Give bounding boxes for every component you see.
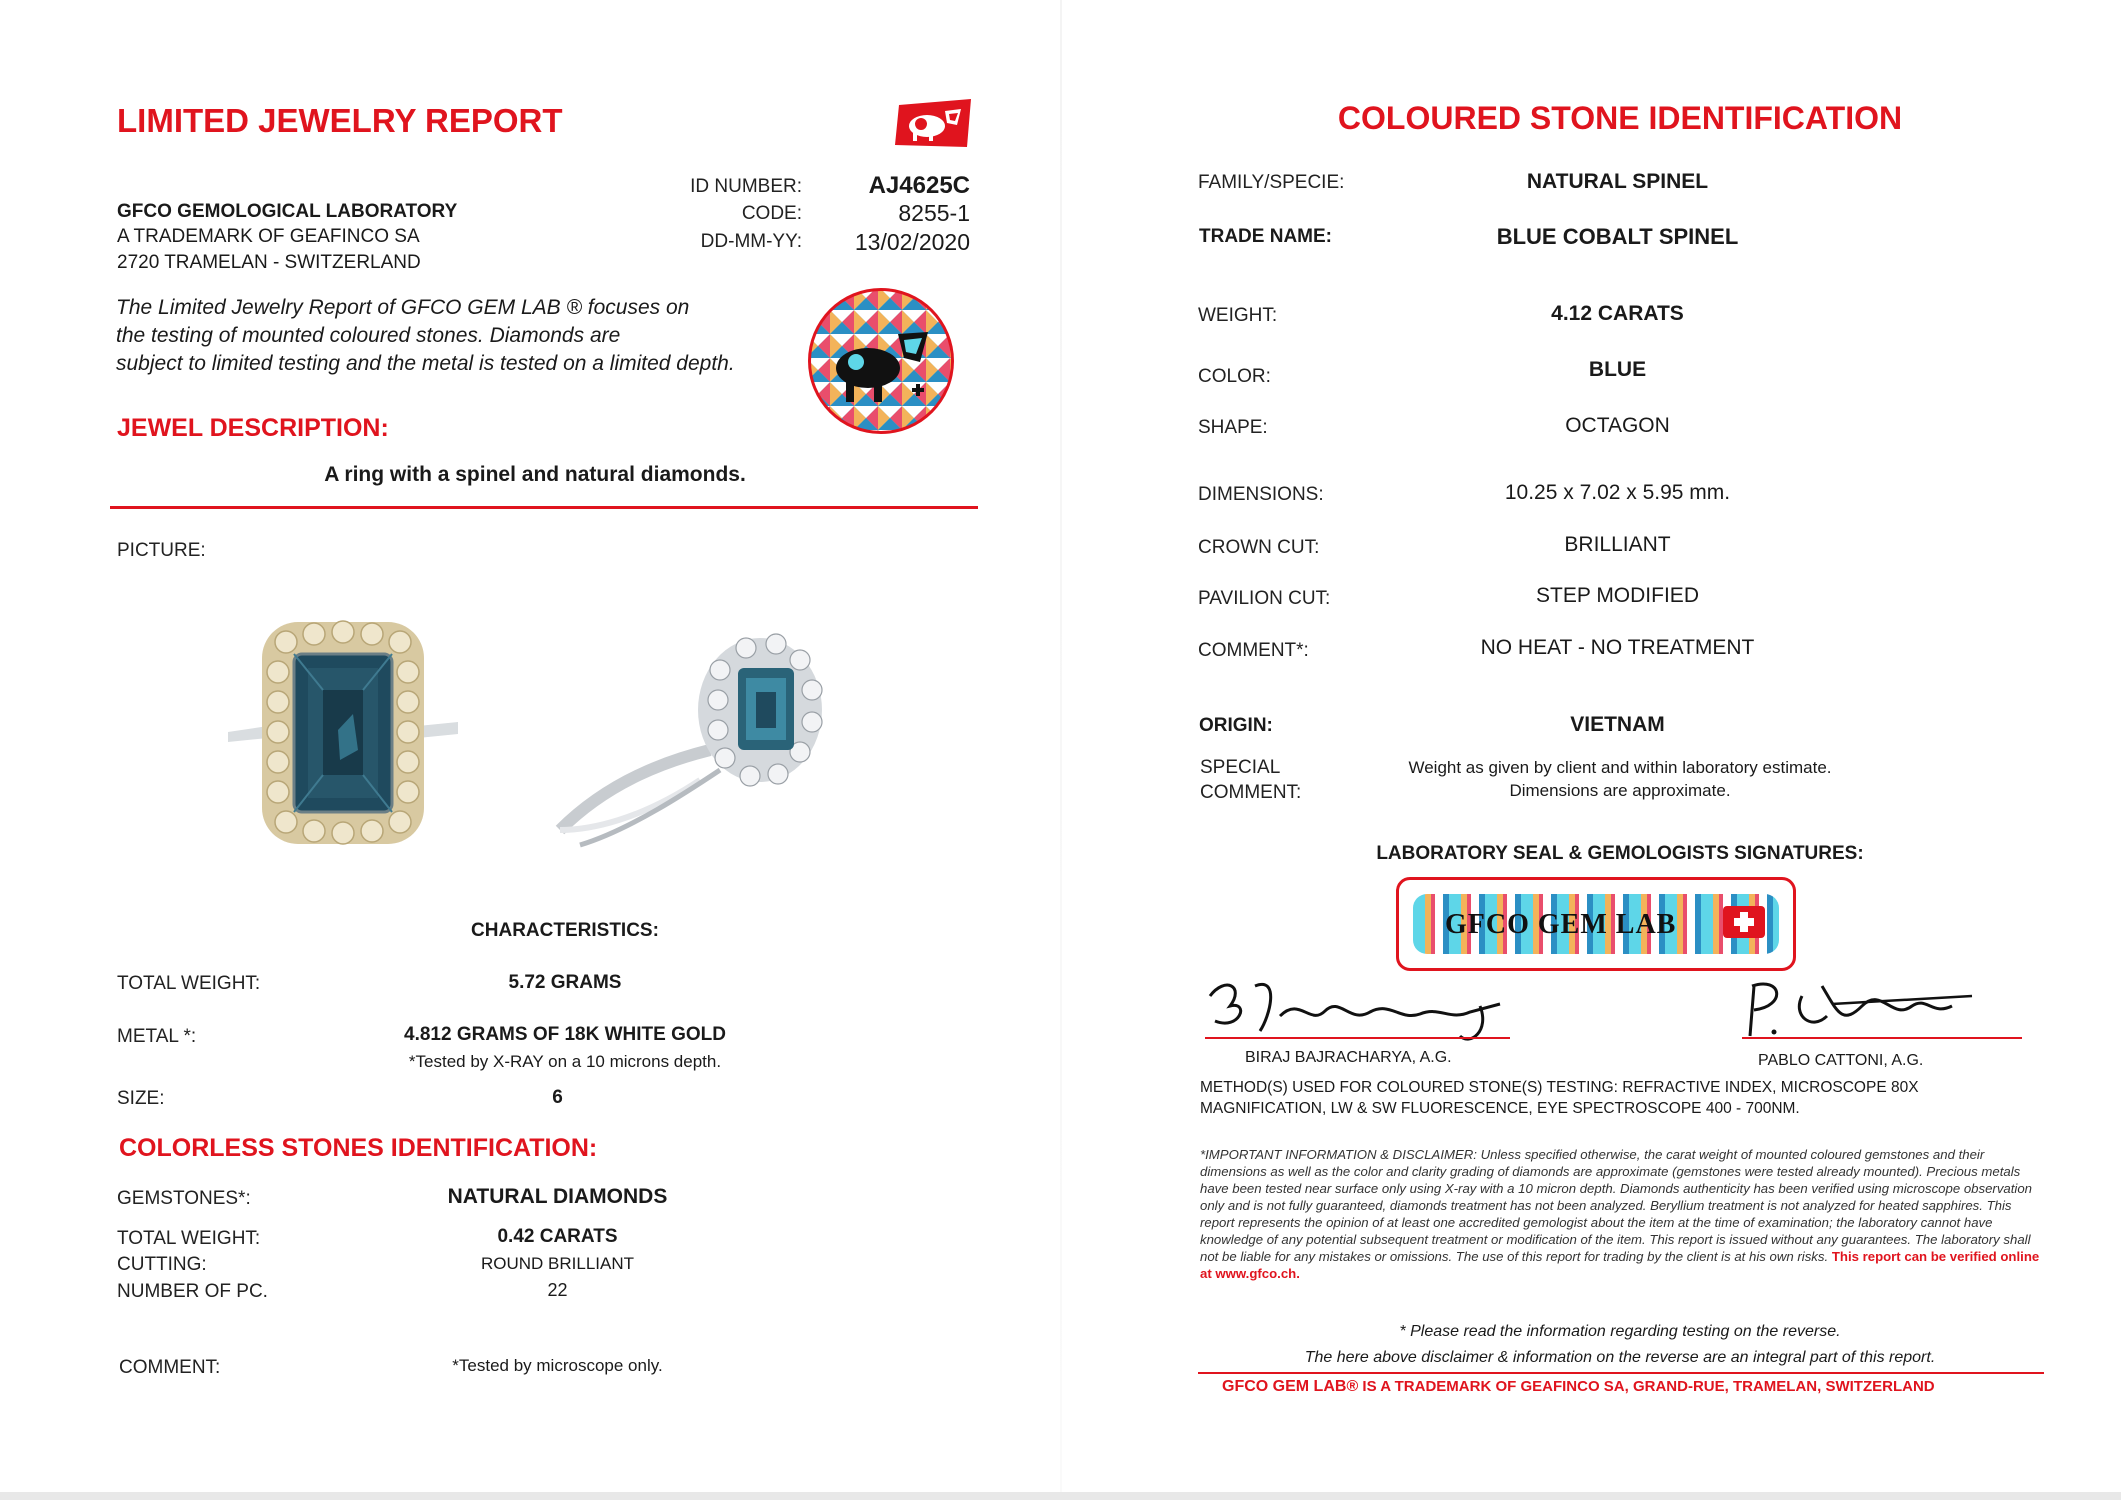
- pieces-value: 22: [547, 1280, 568, 1300]
- color-value: BLUE: [1588, 358, 1647, 381]
- crown-label: CROWN CUT:: [1198, 537, 1320, 558]
- intro-line-3: subject to limited testing and the metal is tested on a limited depth.: [116, 352, 735, 375]
- methods-line-2: MAGNIFICATION, LW & SW FLUORESCENCE, EYE SPECTROSCOPE 400 - 700NM.: [1200, 1100, 1800, 1117]
- date-label: DD-MM-YY:: [700, 231, 802, 252]
- seal-heading: LABORATORY SEAL & GEMOLOGISTS SIGNATURES:: [1376, 843, 1864, 864]
- weight-label: WEIGHT:: [1198, 305, 1278, 326]
- scan-edge: [0, 1492, 2121, 1500]
- ring-photo-top: [228, 610, 458, 855]
- coloured-stone-title: COLOURED STONE IDENTIFICATION: [1337, 100, 1903, 136]
- comment-right-value: NO HEAT - NO TREATMENT: [1480, 636, 1755, 659]
- id-number-value: AJ4625C: [868, 172, 970, 199]
- shape-label: SHAPE:: [1198, 417, 1268, 438]
- cutting-label: CUTTING:: [117, 1254, 207, 1275]
- seal-hologram: [1413, 894, 1779, 954]
- origin-label: ORIGIN:: [1199, 715, 1273, 736]
- weight-value: 4.12 CARATS: [1551, 302, 1684, 325]
- disclaimer-text: *IMPORTANT INFORMATION & DISCLAIMER: Unless specified otherwise, the carat weight of mounted coloured gemstones and their dimensions as well as the color and clarity grading of diamonds are approximate (gemstones were tested already mounted). Precious metals have been tested near surface only using X-ray with a 10 micron depth. Diamonds authenticity has been verified using microscope observation only and is not fully guaranteed, diamonds treatment has not been analyzed. Beryllium treatment is not analyzed for heated sapphires. This report represents the opinion of at least one accredited gemologist about the item at the time of examination; the laboratory cannot have knowledge of any potential subsequent treatment or modification of the item. This report is issued without any guarantees. The laboratory shall not be liable for any mistakes or omissions. The use of this report for trading by the client is at his own risks.: [1200, 1147, 2033, 1264]
- metal-value: 4.812 GRAMS OF 18K WHITE GOLD: [404, 1024, 726, 1045]
- date-value: 13/02/2020: [854, 229, 970, 255]
- special-label-2: COMMENT:: [1200, 782, 1302, 803]
- intro-line-1: The Limited Jewelry Report of GFCO GEM LAB ® focuses on: [116, 296, 690, 319]
- signature-2: [1742, 976, 2022, 1046]
- disclaimer-verify: This report can be verified online at www.gfco.ch.: [1200, 1249, 2040, 1281]
- swiss-flag-icon: [1723, 906, 1765, 938]
- jewel-description: A ring with a spinel and natural diamonds.: [324, 463, 746, 486]
- size-value: 6: [552, 1087, 563, 1108]
- characteristics-heading: CHARACTERISTICS:: [471, 920, 659, 941]
- read-note: * Please read the information regarding testing on the reverse.: [1399, 1323, 1841, 1340]
- picture-label: PICTURE:: [117, 540, 206, 561]
- comment-value: *Tested by microscope only.: [452, 1356, 663, 1375]
- jewel-description-heading: JEWEL DESCRIPTION:: [117, 414, 389, 442]
- dimensions-label: DIMENSIONS:: [1198, 484, 1324, 505]
- ring-photo-side: [550, 630, 850, 860]
- shape-value: OCTAGON: [1565, 414, 1670, 437]
- methods-line-1: METHOD(S) USED FOR COLOURED STONE(S) TESTING: REFRACTIVE INDEX, MICROSCOPE 80X: [1200, 1079, 1919, 1096]
- jewel-divider: [110, 506, 978, 509]
- crown-value: BRILLIANT: [1564, 533, 1671, 556]
- trade-label: TRADE NAME:: [1199, 226, 1332, 247]
- cutting-value: ROUND BRILLIANT: [480, 1254, 635, 1273]
- stones-weight-value: 0.42 CARATS: [497, 1226, 618, 1247]
- signer-2-name: PABLO CATTONI, A.G.: [1758, 1052, 1924, 1069]
- total-weight-value: 5.72 GRAMS: [508, 972, 622, 993]
- lab-trademark: A TRADEMARK OF GEAFINCO SA: [117, 226, 420, 247]
- total-weight-label: TOTAL WEIGHT:: [117, 973, 261, 994]
- hologram-seal: [806, 286, 956, 436]
- report-title: LIMITED JEWELRY REPORT: [117, 102, 563, 139]
- gemstones-label: GEMSTONES*:: [117, 1188, 251, 1209]
- signer-1-name: BIRAJ BAJRACHARYA, A.G.: [1245, 1049, 1452, 1066]
- footer-brand: GFCO GEM LAB®: [1222, 1378, 1359, 1395]
- disclaimer-note: The here above disclaimer & information on the reverse are an integral part of this report.: [1304, 1349, 1936, 1366]
- disclaimer: [1200, 1146, 2040, 1282]
- stones-weight-label: TOTAL WEIGHT:: [117, 1228, 261, 1249]
- colorless-stones-heading: COLORLESS STONES IDENTIFICATION:: [119, 1134, 598, 1162]
- special-label-1: SPECIAL: [1200, 757, 1281, 778]
- signature-1: [1200, 976, 1520, 1046]
- family-value: NATURAL SPINEL: [1526, 170, 1709, 193]
- comment-right-label: COMMENT*:: [1198, 640, 1309, 661]
- color-label: COLOR:: [1198, 366, 1271, 387]
- pavilion-value: STEP MODIFIED: [1536, 584, 1699, 607]
- size-label: SIZE:: [117, 1088, 165, 1109]
- trade-value: BLUE COBALT SPINEL: [1496, 224, 1739, 249]
- pavilion-label: PAVILION CUT:: [1198, 588, 1331, 609]
- lab-name: GFCO GEMOLOGICAL LABORATORY: [117, 201, 458, 222]
- code-label: CODE:: [741, 203, 802, 224]
- intro-line-2: the testing of mounted coloured stones. Diamonds are: [116, 324, 621, 347]
- lab-address: 2720 TRAMELAN - SWITZERLAND: [117, 252, 421, 273]
- gfco-logo-icon: [893, 97, 975, 149]
- id-number-label: ID NUMBER:: [690, 176, 802, 197]
- seal-text: GFCO GEM LAB: [1445, 909, 1677, 940]
- metal-note: *Tested by X-RAY on a 10 microns depth.: [408, 1052, 722, 1071]
- footer: [1222, 1378, 1935, 1396]
- pieces-label: NUMBER OF PC.: [117, 1281, 268, 1302]
- special-value-2: Dimensions are approximate.: [1509, 781, 1731, 800]
- laboratory-seal: [1396, 877, 1796, 971]
- special-value-1: Weight as given by client and within laboratory estimate.: [1408, 758, 1832, 777]
- origin-value: VIETNAM: [1570, 713, 1665, 736]
- footer-divider: [1198, 1372, 2044, 1374]
- footer-text: IS A TRADEMARK OF GEAFINCO SA, GRAND-RUE, TRAMELAN, SWITZERLAND: [1362, 1378, 1935, 1395]
- metal-label: METAL *:: [117, 1026, 197, 1047]
- family-label: FAMILY/SPECIE:: [1198, 172, 1345, 193]
- page-fold: [1060, 0, 1062, 1500]
- comment-label: COMMENT:: [119, 1357, 221, 1378]
- dimensions-value: 10.25 x 7.02 x 5.95 mm.: [1504, 481, 1731, 504]
- gemstones-value: NATURAL DIAMONDS: [447, 1185, 668, 1208]
- code-value: 8255-1: [898, 200, 970, 226]
